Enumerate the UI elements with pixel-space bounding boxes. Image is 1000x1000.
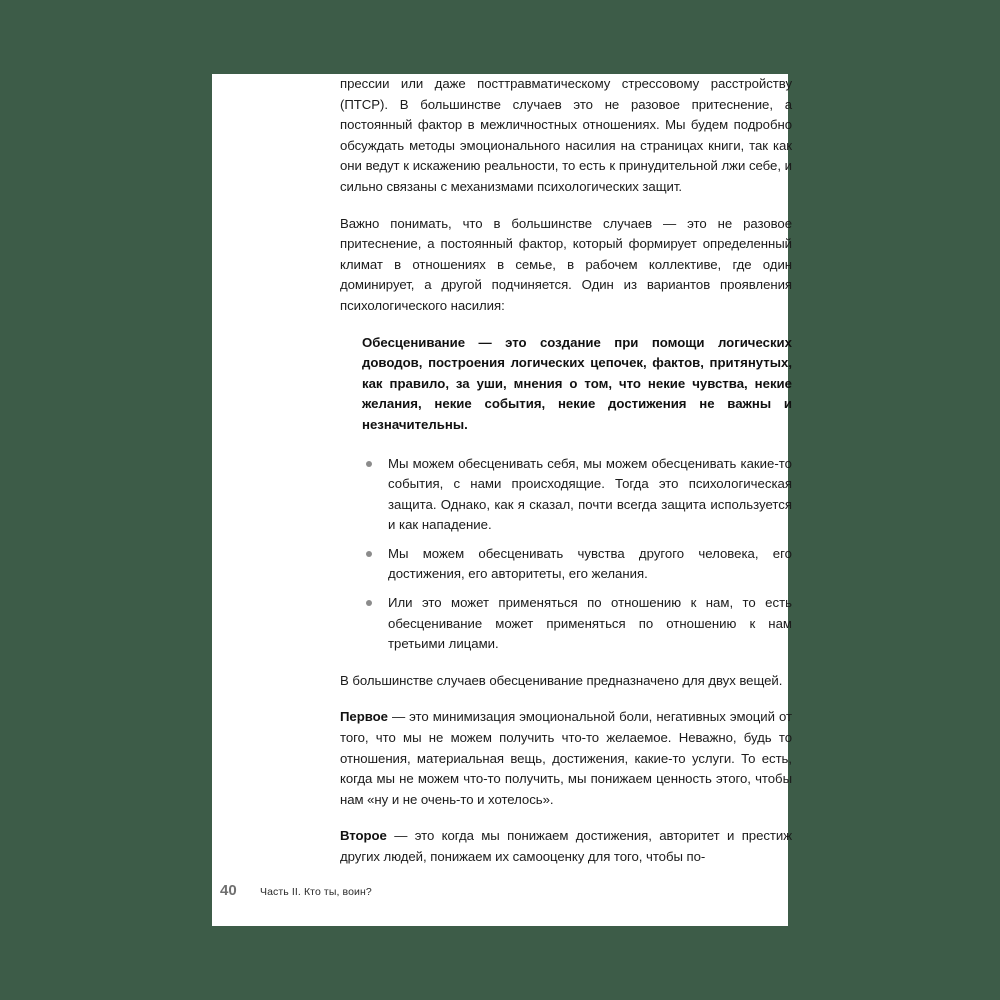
bullet-dot-icon bbox=[366, 461, 372, 467]
paragraph-second-reason bbox=[340, 826, 792, 867]
lead-word-first: Первое bbox=[340, 709, 388, 725]
paragraph-continuation: прессии или даже посттравматическому стрессовому расстройству (ПТСР). В большинстве случаев это не разовое притеснение, а постоянный фактор в межличностных отношениях. Мы будем подробно обсуждать методы эмоционального насилия на страницах книги, так как они ведут к искажению реальности, то есть к принудительной лжи себе, и сильно связаны с механизмами психологических защит. bbox=[340, 76, 792, 194]
bullet-dot-icon bbox=[366, 600, 372, 606]
list-item bbox=[362, 544, 792, 585]
paragraph-first-reason bbox=[340, 707, 792, 810]
list-item-text: Или это может применяться по отношению к нам, то есть обесценивание может применяться по отношению к нам третьими лицами. bbox=[388, 595, 792, 652]
bullet-list bbox=[340, 454, 792, 655]
page-content bbox=[340, 74, 792, 884]
lead-word-second: Второе bbox=[340, 828, 387, 844]
paragraph-first-reason-text: — это минимизация эмоциональной боли, негативных эмоций от того, что мы не можем получить что-то желаемое. Неважно, будь то отношения, материальная вещь, достижения, какие-то услуги. То есть, когда мы не можем что-то получить, мы понижаем ценность этого, чтобы нам «ну и не очень-то и хотелось». bbox=[340, 709, 792, 807]
book-page bbox=[212, 74, 792, 926]
page-footer bbox=[212, 876, 788, 926]
list-item bbox=[362, 454, 792, 536]
list-item-text: Мы можем обесценивать чувства другого человека, его достижения, его авторитеты, его желания. bbox=[388, 545, 792, 582]
list-item-text: Мы можем обесценивать себя, мы можем обесценивать какие-то события, с нами происходящие. Тогда это психологическая защита. Однако, как я сказал, почти всегда защита используется и как нападение. bbox=[388, 455, 792, 533]
running-title: Часть II. Кто ты, воин? bbox=[260, 886, 372, 898]
definition-block: Обесценивание — это создание при помощи логических доводов, построения логических цепочек, фактов, притянутых, как правило, за уши, мнения о том, что некие чувства, некие желания, некие события, некие достижения не важны и незначительны. bbox=[362, 334, 792, 432]
page-number: 40 bbox=[220, 882, 237, 899]
paragraph-importance: Важно понимать, что в большинстве случаев — это не разовое притеснение, а постоянный фактор, который формирует определенный климат в отношениях в семье, в рабочем коллективе, где один доминирует, а другой подчиняется. Один из вариантов проявления психологического насилия: bbox=[340, 215, 792, 313]
paragraph-second-reason-text: — это когда мы понижаем достижения, авторитет и престиж других людей, понижаем их самооценку для того, чтобы по- bbox=[340, 828, 792, 864]
paragraph-after-bullets: В большинстве случаев обесценивание предназначено для двух вещей. bbox=[340, 672, 783, 688]
list-item bbox=[362, 593, 792, 655]
bullet-dot-icon bbox=[366, 551, 372, 557]
